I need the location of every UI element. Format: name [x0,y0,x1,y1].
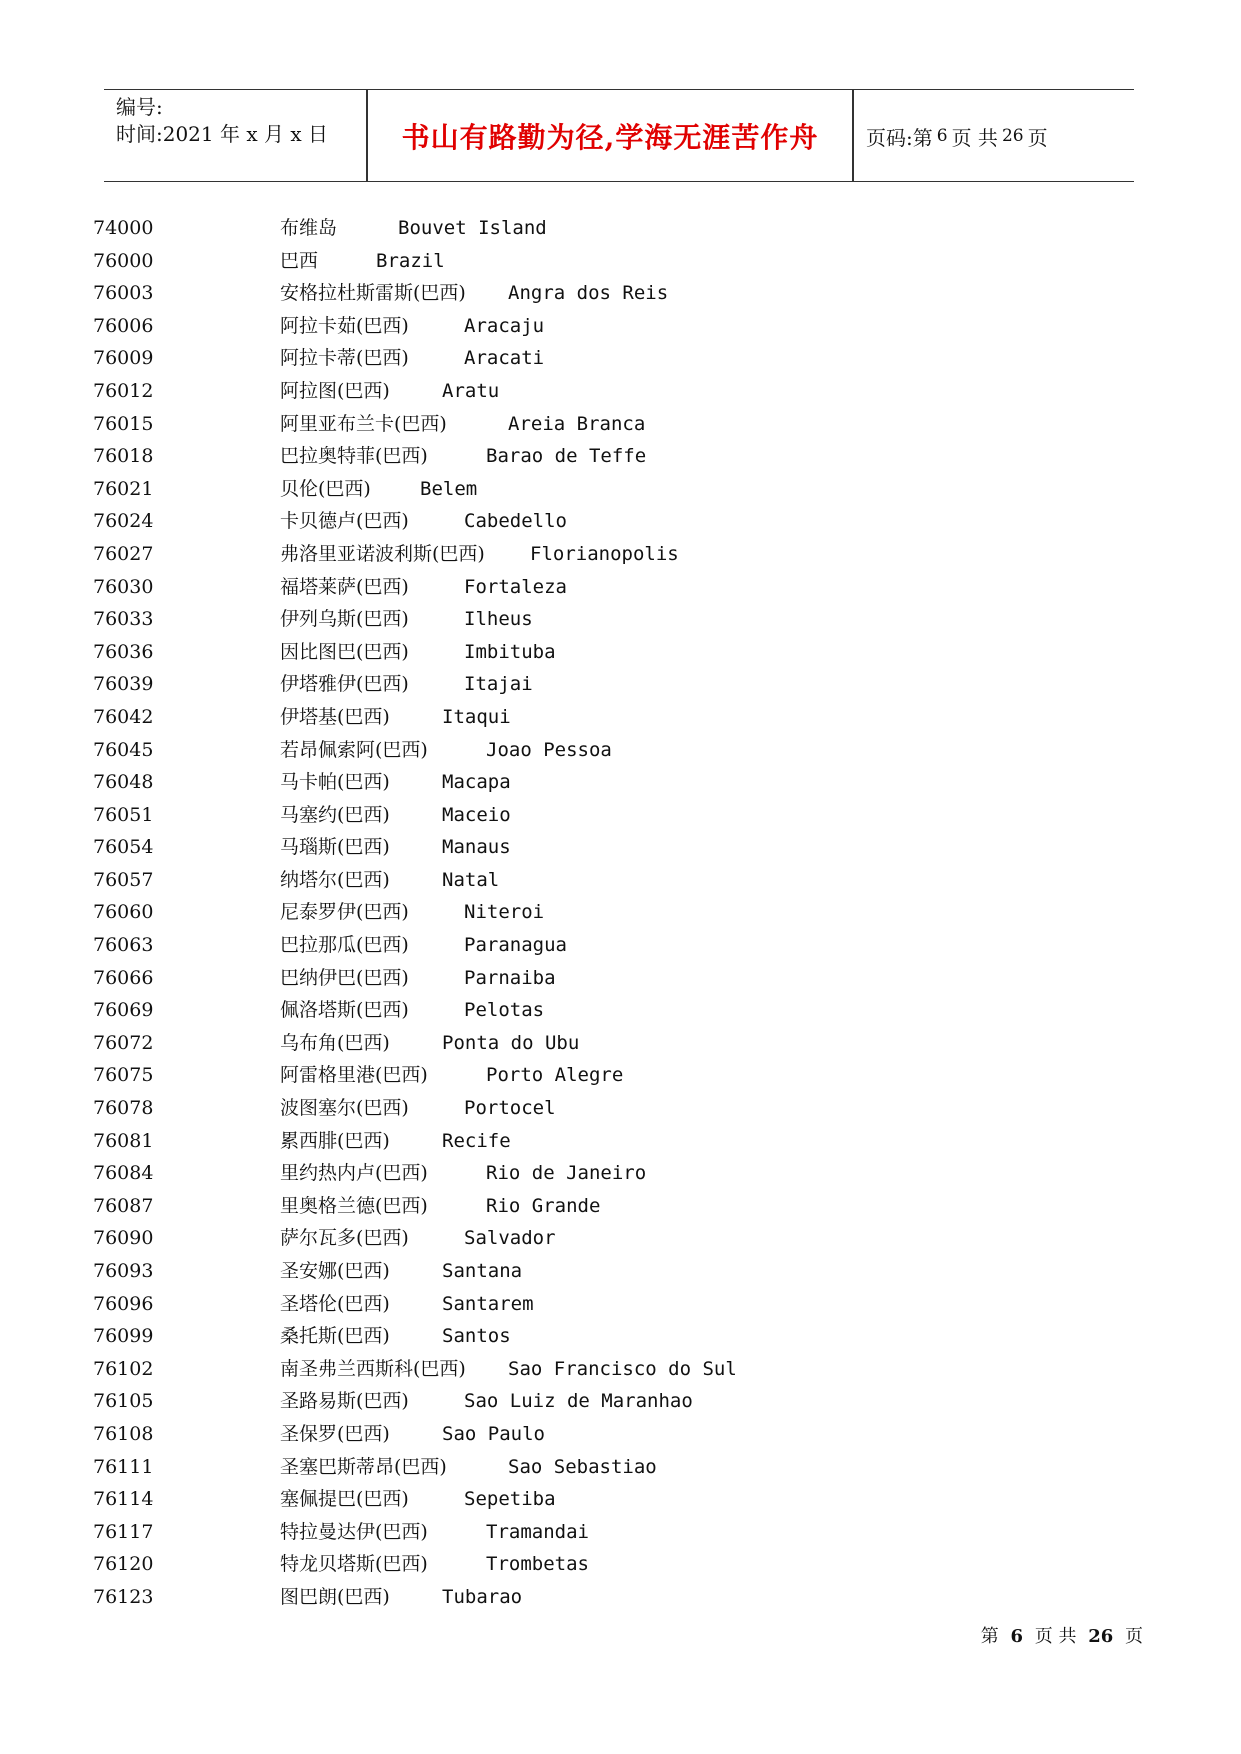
port-name-chinese: 安格拉杜斯雷斯(巴西) [280,282,466,305]
list-item [0,1353,1241,1386]
list-item [0,994,1241,1027]
header-page-mid: 页 共 [951,125,998,150]
list-item [0,1451,1241,1484]
port-name-chinese: 圣保罗(巴西) [280,1422,390,1445]
port-name-chinese: 萨尔瓦多(巴西) [280,1227,409,1250]
port-name-chinese: 若昂佩索阿(巴西) [280,738,428,761]
port-name-english: Pelotas [464,999,545,1022]
header-meta [116,94,366,148]
port-name-english: Rio de Janeiro [486,1162,647,1185]
port-name-english: Porto Alegre [486,1064,624,1087]
list-item [0,408,1241,441]
port-name-english: Joao Pessoa [486,738,612,761]
port-code: 76003 [93,282,154,305]
header-motto: 书山有路勤为径,学海无涯苦作舟 [401,121,819,154]
port-name-chinese: 巴纳伊巴(巴西) [280,966,409,989]
port-name-chinese: 伊塔基(巴西) [280,705,390,728]
document-number-label: 编号: [116,95,163,119]
port-name-chinese: 图巴朗(巴西) [280,1585,390,1608]
port-name-chinese: 南圣弗兰西斯科(巴西) [280,1357,466,1380]
port-name-chinese: 塞佩提巴(巴西) [280,1488,409,1511]
page-header [104,89,1134,182]
port-name-chinese: 马卡帕(巴西) [280,771,390,794]
port-name-chinese: 桑托斯(巴西) [280,1325,390,1348]
footer-suffix: 页 [1125,1626,1143,1647]
port-code: 74000 [93,217,154,239]
list-item [0,962,1241,995]
list-item [0,1385,1241,1418]
port-name-chinese: 布维岛 [280,217,338,239]
port-name-chinese: 弗洛里亚诺波利斯(巴西) [280,542,485,565]
port-name-chinese: 福塔莱萨(巴西) [280,575,409,598]
list-item [0,245,1241,278]
port-code: 76084 [93,1162,154,1185]
port-code: 76048 [93,771,154,794]
list-item [0,603,1241,636]
list-item [0,1190,1241,1223]
port-name-english: Recife [442,1129,511,1152]
header-divider [852,90,854,182]
list-item [0,505,1241,538]
port-name-chinese: 巴西 [280,249,319,272]
port-name-chinese: 伊塔雅伊(巴西) [280,673,409,696]
port-name-english: Aracaju [464,314,545,337]
port-name-chinese: 佩洛塔斯(巴西) [280,999,409,1022]
list-item [0,473,1241,506]
port-code: 76120 [93,1553,154,1576]
port-name-chinese: 里约热内卢(巴西) [280,1162,428,1185]
port-name-english: Areia Branca [508,412,646,435]
list-item [0,1157,1241,1190]
port-name-english: Sao Paulo [442,1422,545,1445]
port-code: 76093 [93,1260,154,1282]
port-name-english: Santana [442,1260,523,1282]
port-name-english: Aratu [442,379,500,402]
list-item [0,1288,1241,1321]
port-name-chinese: 因比图巴(巴西) [280,640,409,663]
footer-mid: 页 共 [1034,1626,1077,1647]
port-name-english: Itajai [464,673,533,696]
port-code: 76030 [93,575,154,598]
port-name-english: Niteroi [464,901,545,924]
port-code: 76108 [93,1422,154,1445]
port-code: 76117 [93,1520,154,1543]
list-item [0,1222,1241,1255]
list-item [0,1059,1241,1092]
port-name-chinese: 伊列乌斯(巴西) [280,608,409,631]
list-item [0,1548,1241,1581]
port-name-english: Brazil [376,249,445,272]
header-page-indicator [866,90,1048,182]
port-name-english: Natal [442,868,500,891]
port-code: 76114 [93,1488,154,1511]
port-code: 76090 [93,1227,154,1250]
port-code: 76057 [93,868,154,891]
port-name-chinese: 阿拉图(巴西) [280,379,390,402]
port-name-english: Trombetas [486,1553,589,1576]
port-name-english: Rio Grande [486,1194,601,1217]
list-item [0,440,1241,473]
port-code: 76063 [93,934,154,957]
port-code: 76087 [93,1194,154,1217]
port-code: 76066 [93,966,154,989]
port-code: 76081 [93,1129,154,1152]
port-name-english: Belem [420,477,478,500]
port-name-chinese: 阿雷格里港(巴西) [280,1064,428,1087]
port-name-english: Santarem [442,1292,534,1315]
port-name-chinese: 波图塞尔(巴西) [280,1097,409,1120]
header-page-suffix: 页 [1027,125,1048,150]
port-name-english: Manaus [442,836,511,859]
port-name-english: Ponta do Ubu [442,1031,580,1054]
port-name-english: Paranagua [464,934,567,957]
port-code: 76075 [93,1064,154,1087]
port-name-english: Macapa [442,771,511,794]
port-name-english: Tubarao [442,1585,523,1608]
port-name-english: Fortaleza [464,575,567,598]
port-code: 76111 [93,1455,154,1478]
port-name-chinese: 巴拉那瓜(巴西) [280,934,409,957]
header-page-total: 26 [1001,126,1024,146]
port-code: 76105 [93,1390,154,1413]
port-name-english: Portocel [464,1097,556,1120]
port-code: 76099 [93,1325,154,1348]
header-page-prefix: 页码:第 [866,125,933,150]
port-code-list [0,212,1241,1614]
footer-page-total: 26 [1088,1626,1114,1647]
list-item [0,1483,1241,1516]
list-item [0,1255,1241,1288]
port-name-chinese: 乌布角(巴西) [280,1031,390,1054]
page-footer [981,1622,1143,1648]
port-name-chinese: 特龙贝塔斯(巴西) [280,1553,428,1576]
port-name-english: Florianopolis [530,542,679,565]
port-name-english: Aracati [464,347,545,370]
port-name-chinese: 圣安娜(巴西) [280,1260,390,1282]
port-name-english: Maceio [442,803,511,826]
list-item [0,929,1241,962]
port-code: 76021 [93,477,154,500]
port-name-chinese: 尼泰罗伊(巴西) [280,901,409,924]
header-page-current: 6 [936,126,948,146]
port-code: 76069 [93,999,154,1022]
list-item [0,896,1241,929]
port-code: 76024 [93,510,154,533]
port-name-english: Sepetiba [464,1488,556,1511]
list-item [0,571,1241,604]
port-code: 76045 [93,738,154,761]
list-item [0,212,1241,245]
port-code: 76012 [93,379,154,402]
list-item [0,831,1241,864]
port-name-english: Itaqui [442,705,511,728]
port-code: 76027 [93,542,154,565]
list-item [0,766,1241,799]
list-item [0,310,1241,343]
port-name-english: Bouvet Island [398,217,547,239]
port-code: 76033 [93,608,154,631]
list-item [0,1418,1241,1451]
port-name-english: Cabedello [464,510,567,533]
port-name-english: Santos [442,1325,511,1348]
port-name-english: Tramandai [486,1520,589,1543]
port-name-english: Barao de Teffe [486,445,647,468]
list-item [0,342,1241,375]
port-name-chinese: 纳塔尔(巴西) [280,868,390,891]
port-name-english: Angra dos Reis [508,282,669,305]
document-time-label: 时间:2021 年 x 月 x 日 [116,122,328,146]
list-item [0,1027,1241,1060]
port-name-english: Salvador [464,1227,556,1250]
list-item [0,1092,1241,1125]
list-item [0,701,1241,734]
port-name-chinese: 圣塞巴斯蒂昂(巴西) [280,1455,447,1478]
port-name-chinese: 圣路易斯(巴西) [280,1390,409,1413]
port-code: 76102 [93,1357,154,1380]
list-item [0,277,1241,310]
port-name-chinese: 累西腓(巴西) [280,1129,390,1152]
list-item [0,636,1241,669]
port-code: 76060 [93,901,154,924]
list-item [0,1320,1241,1353]
port-name-english: Sao Francisco do Sul [508,1357,737,1380]
port-code: 76054 [93,836,154,859]
port-name-chinese: 卡贝德卢(巴西) [280,510,409,533]
list-item [0,1581,1241,1614]
port-name-chinese: 贝伦(巴西) [280,477,371,500]
port-name-english: Sao Sebastiao [508,1455,657,1478]
port-code: 76042 [93,705,154,728]
port-code: 76039 [93,673,154,696]
port-name-chinese: 特拉曼达伊(巴西) [280,1520,428,1543]
port-name-english: Ilheus [464,608,533,631]
list-item [0,864,1241,897]
footer-page-current: 6 [1010,1626,1023,1647]
list-item [0,734,1241,767]
port-code: 76036 [93,640,154,663]
port-name-chinese: 马塞约(巴西) [280,803,390,826]
port-code: 76015 [93,412,154,435]
port-name-chinese: 阿拉卡茹(巴西) [280,314,409,337]
port-code: 76006 [93,314,154,337]
port-name-english: Parnaiba [464,966,556,989]
port-code: 76123 [93,1585,154,1608]
port-name-chinese: 里奥格兰德(巴西) [280,1194,428,1217]
port-name-chinese: 圣塔伦(巴西) [280,1292,390,1315]
port-code: 76096 [93,1292,154,1315]
port-code: 76072 [93,1031,154,1054]
port-code: 76000 [93,249,154,272]
list-item [0,1125,1241,1158]
list-item [0,799,1241,832]
list-item [0,538,1241,571]
port-name-english: Imbituba [464,640,556,663]
port-name-english: Sao Luiz de Maranhao [464,1390,693,1413]
port-code: 76018 [93,445,154,468]
footer-prefix: 第 [980,1626,999,1647]
port-code: 76051 [93,803,154,826]
port-code: 76009 [93,347,154,370]
port-name-chinese: 马瑙斯(巴西) [280,836,390,859]
port-code: 76078 [93,1097,154,1120]
list-item [0,1516,1241,1549]
list-item [0,375,1241,408]
port-name-chinese: 阿拉卡蒂(巴西) [280,347,409,370]
port-name-chinese: 巴拉奥特菲(巴西) [280,445,428,468]
list-item [0,668,1241,701]
port-name-chinese: 阿里亚布兰卡(巴西) [280,412,447,435]
